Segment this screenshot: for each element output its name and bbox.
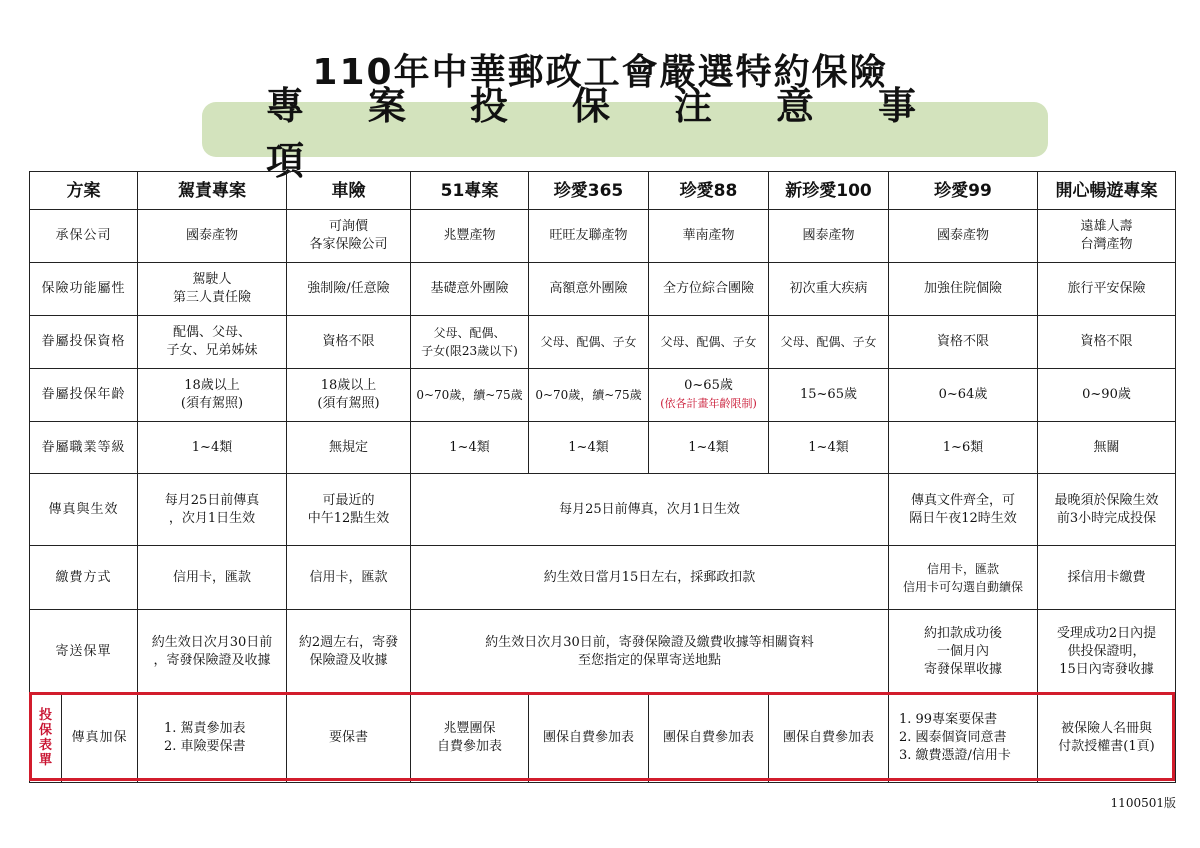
cell: 0~90歲 bbox=[1038, 369, 1176, 422]
row-forms bbox=[30, 694, 1176, 783]
cell: 強制險/任意險 bbox=[287, 263, 411, 316]
cell: 約扣款成功後 一個月內 寄發保單收據 bbox=[889, 610, 1038, 694]
row-label: 傳真與生效 bbox=[30, 474, 138, 546]
cell: 全方位綜合團險 bbox=[649, 263, 769, 316]
cell: 資格不限 bbox=[1038, 316, 1176, 369]
cell: 約2週左右，寄發 保險證及收據 bbox=[287, 610, 411, 694]
header-365: 珍愛365 bbox=[529, 172, 649, 210]
cell: 0~70歲，續~75歲 bbox=[529, 369, 649, 422]
cell: 兆豐團保 自費參加表 bbox=[411, 694, 529, 783]
row-function bbox=[30, 263, 1176, 316]
cell: 每月25日前傳真 ，次月1日生效 bbox=[138, 474, 287, 546]
cell: 採信用卡繳費 bbox=[1038, 546, 1176, 610]
row-label: 眷屬職業等級 bbox=[30, 422, 138, 474]
version-label: 1100501版 bbox=[1110, 796, 1176, 810]
cell: 父母、配偶、子女 bbox=[529, 316, 649, 369]
cell: 傳真文件齊全，可 隔日午夜12時生效 bbox=[889, 474, 1038, 546]
cell: 1~4類 bbox=[529, 422, 649, 474]
cell-merged: 約生效日當月15日左右，採郵政扣款 bbox=[411, 546, 889, 610]
header-travel: 開心暢遊專案 bbox=[1038, 172, 1176, 210]
cell: 基礎意外團險 bbox=[411, 263, 529, 316]
row-label: 眷屬投保資格 bbox=[30, 316, 138, 369]
row-age bbox=[30, 369, 1176, 422]
cell: 團保自費參加表 bbox=[769, 694, 889, 783]
cell: 0~64歲 bbox=[889, 369, 1038, 422]
cell: 國泰產物 bbox=[769, 210, 889, 263]
row-insurer bbox=[30, 210, 1176, 263]
cell: 遠雄人壽 台灣產物 bbox=[1038, 210, 1176, 263]
cell: 父母、配偶、子女 bbox=[769, 316, 889, 369]
cell: 父母、配偶、子女 bbox=[649, 316, 769, 369]
cell: 可最近的 中午12點生效 bbox=[287, 474, 411, 546]
cell: 國泰產物 bbox=[138, 210, 287, 263]
header-driver: 駕責專案 bbox=[138, 172, 287, 210]
cell: 高額意外團險 bbox=[529, 263, 649, 316]
cell: 團保自費參加表 bbox=[529, 694, 649, 783]
header-88: 珍愛88 bbox=[649, 172, 769, 210]
cell-merged: 每月25日前傳真，次月1日生效 bbox=[411, 474, 889, 546]
cell: 1~4類 bbox=[649, 422, 769, 474]
header-100: 新珍愛100 bbox=[769, 172, 889, 210]
cell: 18歲以上 (須有駕照) bbox=[287, 369, 411, 422]
cell: 駕駛人 第三人責任險 bbox=[138, 263, 287, 316]
cell: 1~4類 bbox=[138, 422, 287, 474]
age-limit-note: (依各計畫年齡限制) bbox=[660, 397, 757, 410]
cell: 1~4類 bbox=[411, 422, 529, 474]
plan-comparison-table bbox=[29, 171, 1176, 783]
header-row bbox=[30, 172, 1176, 210]
row-payment bbox=[30, 546, 1176, 610]
cell: 初次重大疾病 bbox=[769, 263, 889, 316]
cell: 團保自費參加表 bbox=[649, 694, 769, 783]
header-plan: 方案 bbox=[30, 172, 138, 210]
cell: 無關 bbox=[1038, 422, 1176, 474]
cell: 信用卡，匯款 bbox=[287, 546, 411, 610]
cell: 國泰產物 bbox=[889, 210, 1038, 263]
cell: 要保書 bbox=[287, 694, 411, 783]
cell: 18歲以上 (須有駕照) bbox=[138, 369, 287, 422]
forms-group-text: 投保表單 bbox=[38, 708, 52, 768]
row-label: 承保公司 bbox=[30, 210, 138, 263]
cell-value: 0~65歲 bbox=[684, 378, 733, 393]
header-99: 珍愛99 bbox=[889, 172, 1038, 210]
cell: 最晚須於保險生效 前3小時完成投保 bbox=[1038, 474, 1176, 546]
cell: 信用卡，匯款 bbox=[138, 546, 287, 610]
cell: 受理成功2日內提 供投保證明， 15日內寄發收據 bbox=[1038, 610, 1176, 694]
cell: 15~65歲 bbox=[769, 369, 889, 422]
cell: 可詢價 各家保險公司 bbox=[287, 210, 411, 263]
row-label: 寄送保單 bbox=[30, 610, 138, 694]
row-label: 繳費方式 bbox=[30, 546, 138, 610]
cell: 約生效日次月30日前 ，寄發保險證及收據 bbox=[138, 610, 287, 694]
cell-age-88 bbox=[649, 369, 769, 422]
cell: 兆豐產物 bbox=[411, 210, 529, 263]
cell: 配偶、父母、 子女、兄弟姊妹 bbox=[138, 316, 287, 369]
row-fax-effective bbox=[30, 474, 1176, 546]
cell: 無規定 bbox=[287, 422, 411, 474]
row-mailing bbox=[30, 610, 1176, 694]
cell: 1. 駕責參加表 2. 車險要保書 bbox=[138, 694, 287, 783]
subtitle-banner bbox=[202, 83, 1048, 183]
cell-merged: 約生效日次月30日前，寄發保險證及繳費收據等相關資料 至您指定的保單寄送地點 bbox=[411, 610, 889, 694]
cell: 華南產物 bbox=[649, 210, 769, 263]
cell: 1. 99專案要保書 2. 國泰個資同意書 3. 繳費憑證/信用卡 bbox=[889, 694, 1038, 783]
header-51: 51專案 bbox=[411, 172, 529, 210]
cell: 資格不限 bbox=[287, 316, 411, 369]
row-label: 眷屬投保年齡 bbox=[30, 369, 138, 422]
cell: 父母、配偶、 子女(限23歲以下) bbox=[411, 316, 529, 369]
header-car: 車險 bbox=[287, 172, 411, 210]
cell: 旺旺友聯產物 bbox=[529, 210, 649, 263]
cell: 被保險人名冊與 付款授權書(1頁) bbox=[1038, 694, 1176, 783]
cell: 信用卡，匯款 信用卡可勾選自動續保 bbox=[889, 546, 1038, 610]
page-title: 110年中華郵政工會嚴選特約保險 bbox=[312, 52, 888, 93]
subtitle-text: 專案投保注意事項 bbox=[266, 83, 981, 183]
row-eligibility bbox=[30, 316, 1176, 369]
cell: 1~6類 bbox=[889, 422, 1038, 474]
cell: 資格不限 bbox=[889, 316, 1038, 369]
row-occupation bbox=[30, 422, 1176, 474]
cell: 0~70歲，續~75歲 bbox=[411, 369, 529, 422]
cell: 加強住院個險 bbox=[889, 263, 1038, 316]
row-label: 傳真加保 bbox=[62, 694, 138, 783]
row-label: 保險功能屬性 bbox=[30, 263, 138, 316]
cell: 旅行平安保險 bbox=[1038, 263, 1176, 316]
cell: 1~4類 bbox=[769, 422, 889, 474]
forms-group-label bbox=[30, 694, 62, 783]
